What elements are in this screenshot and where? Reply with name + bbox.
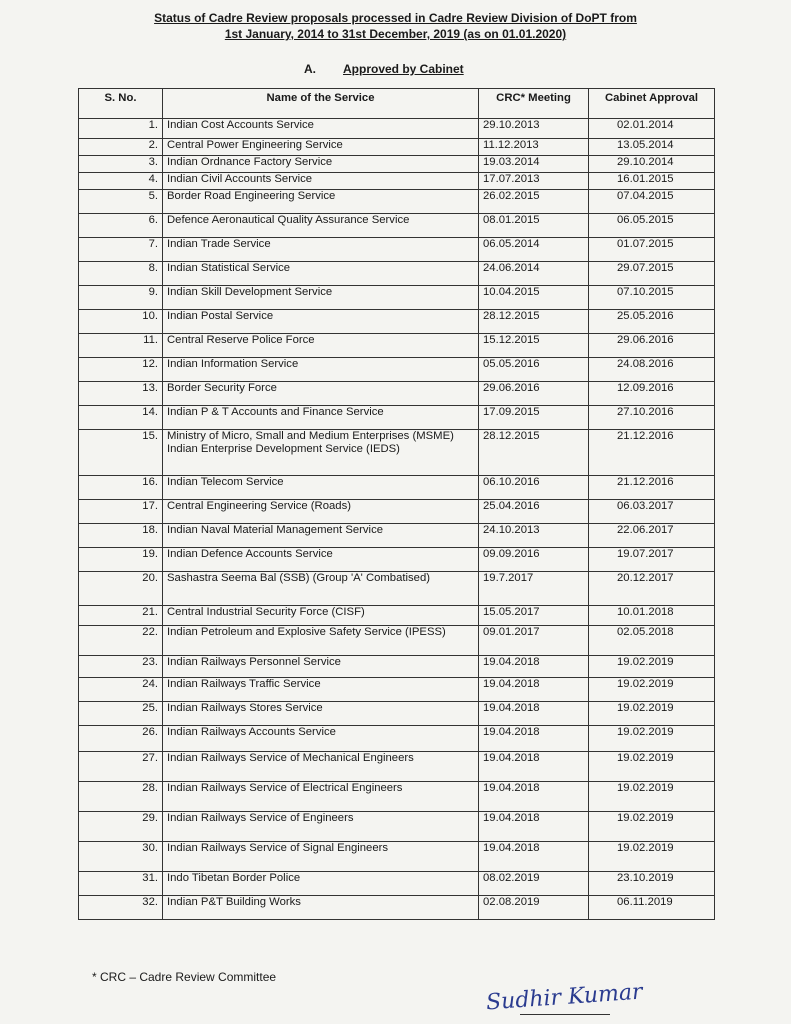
cabinet-approval-cell: 10.01.2018 <box>589 606 715 626</box>
sno-cell: 13. <box>79 382 163 406</box>
title-line-2: 1st January, 2014 to 31st December, 2019 (as on 01.01.2020) <box>224 27 567 41</box>
table-row <box>79 572 715 606</box>
table-row <box>79 812 715 842</box>
cabinet-approval-cell: 19.02.2019 <box>589 702 715 726</box>
service-name-cell: Indian Railways Traffic Service <box>163 678 479 702</box>
service-name-cell: Indian Petroleum and Explosive Safety Service (IPESS) <box>163 626 479 656</box>
sno-cell: 27. <box>79 752 163 782</box>
service-name-cell: Central Power Engineering Service <box>163 139 479 156</box>
cabinet-approval-cell: 21.12.2016 <box>589 476 715 500</box>
table-row <box>79 896 715 920</box>
cabinet-approval-cell: 07.04.2015 <box>589 190 715 214</box>
crc-meeting-cell: 15.05.2017 <box>479 606 589 626</box>
cadre-review-table <box>78 88 715 920</box>
service-name-cell: Indian Statistical Service <box>163 262 479 286</box>
service-name-cell: Indo Tibetan Border Police <box>163 872 479 896</box>
service-name-cell: Indian Telecom Service <box>163 476 479 500</box>
table-row <box>79 626 715 656</box>
sno-cell: 21. <box>79 606 163 626</box>
service-name-cell: Defence Aeronautical Quality Assurance Service <box>163 214 479 238</box>
table-row <box>79 430 715 476</box>
table-row <box>79 310 715 334</box>
crc-meeting-cell: 29.10.2013 <box>479 119 589 139</box>
table-row <box>79 678 715 702</box>
service-name-cell: Indian Railways Stores Service <box>163 702 479 726</box>
table-row <box>79 548 715 572</box>
crc-meeting-cell: 26.02.2015 <box>479 190 589 214</box>
signature: Sudhir Kumar <box>485 979 644 1016</box>
crc-meeting-cell: 08.01.2015 <box>479 214 589 238</box>
service-name-cell: Sashastra Seema Bal (SSB) (Group 'A' Combatised) <box>163 572 479 606</box>
crc-meeting-cell: 10.04.2015 <box>479 286 589 310</box>
sno-cell: 24. <box>79 678 163 702</box>
table-header-row <box>79 89 715 119</box>
crc-meeting-cell: 19.04.2018 <box>479 812 589 842</box>
section-label: Approved by Cabinet <box>343 62 464 76</box>
crc-meeting-cell: 08.02.2019 <box>479 872 589 896</box>
cabinet-approval-cell: 12.09.2016 <box>589 382 715 406</box>
cabinet-approval-cell: 06.05.2015 <box>589 214 715 238</box>
column-header-sno: S. No. <box>79 89 163 119</box>
cabinet-approval-cell: 25.05.2016 <box>589 310 715 334</box>
table-row <box>79 606 715 626</box>
cabinet-approval-cell: 27.10.2016 <box>589 406 715 430</box>
table-row <box>79 358 715 382</box>
table-row <box>79 406 715 430</box>
crc-meeting-cell: 17.07.2013 <box>479 173 589 190</box>
sno-cell: 18. <box>79 524 163 548</box>
crc-meeting-cell: 19.7.2017 <box>479 572 589 606</box>
cabinet-approval-cell: 13.05.2014 <box>589 139 715 156</box>
column-header-service: Name of the Service <box>163 89 479 119</box>
sno-cell: 26. <box>79 726 163 752</box>
crc-meeting-cell: 24.10.2013 <box>479 524 589 548</box>
cabinet-approval-cell: 16.01.2015 <box>589 173 715 190</box>
crc-meeting-cell: 11.12.2013 <box>479 139 589 156</box>
crc-meeting-cell: 06.05.2014 <box>479 238 589 262</box>
sno-cell: 7. <box>79 238 163 262</box>
table-row <box>79 262 715 286</box>
service-name-cell: Indian P & T Accounts and Finance Service <box>163 406 479 430</box>
crc-meeting-cell: 09.01.2017 <box>479 626 589 656</box>
cabinet-approval-cell: 29.07.2015 <box>589 262 715 286</box>
service-name-cell: Indian Railways Service of Mechanical Engineers <box>163 752 479 782</box>
service-name-cell: Indian Skill Development Service <box>163 286 479 310</box>
sno-cell: 19. <box>79 548 163 572</box>
sno-cell: 32. <box>79 896 163 920</box>
sno-cell: 2. <box>79 139 163 156</box>
table-row <box>79 334 715 358</box>
footnote: * CRC – Cadre Review Committee <box>92 970 277 984</box>
crc-meeting-cell: 19.03.2014 <box>479 156 589 173</box>
column-header-crc-meeting: CRC* Meeting <box>479 89 589 119</box>
table-row <box>79 500 715 524</box>
sno-cell: 12. <box>79 358 163 382</box>
crc-meeting-cell: 05.05.2016 <box>479 358 589 382</box>
cabinet-approval-cell: 19.02.2019 <box>589 678 715 702</box>
section-letter: A. <box>304 62 316 76</box>
service-name-cell: Indian Trade Service <box>163 238 479 262</box>
sno-cell: 23. <box>79 656 163 678</box>
sno-cell: 20. <box>79 572 163 606</box>
service-name-cell: Indian Cost Accounts Service <box>163 119 479 139</box>
sno-cell: 4. <box>79 173 163 190</box>
crc-meeting-cell: 17.09.2015 <box>479 406 589 430</box>
crc-meeting-cell: 19.04.2018 <box>479 726 589 752</box>
sno-cell: 16. <box>79 476 163 500</box>
crc-meeting-cell: 28.12.2015 <box>479 310 589 334</box>
service-name-cell: Indian Railways Service of Engineers <box>163 812 479 842</box>
sno-cell: 31. <box>79 872 163 896</box>
cabinet-approval-cell: 29.06.2016 <box>589 334 715 358</box>
crc-meeting-cell: 19.04.2018 <box>479 782 589 812</box>
table-row <box>79 382 715 406</box>
crc-meeting-cell: 25.04.2016 <box>479 500 589 524</box>
table-row <box>79 119 715 139</box>
service-name-cell: Border Security Force <box>163 382 479 406</box>
signature-line <box>520 1014 610 1015</box>
sno-cell: 22. <box>79 626 163 656</box>
service-name-cell: Ministry of Micro, Small and Medium Enterprises (MSME) Indian Enterprise Development Service (IEDS) <box>163 430 479 476</box>
crc-meeting-cell: 19.04.2018 <box>479 678 589 702</box>
cabinet-approval-cell: 20.12.2017 <box>589 572 715 606</box>
crc-meeting-cell: 02.08.2019 <box>479 896 589 920</box>
sno-cell: 10. <box>79 310 163 334</box>
table-row <box>79 872 715 896</box>
cabinet-approval-cell: 19.02.2019 <box>589 656 715 678</box>
page-title <box>0 10 791 42</box>
crc-meeting-cell: 19.04.2018 <box>479 752 589 782</box>
table-row <box>79 524 715 548</box>
sno-cell: 17. <box>79 500 163 524</box>
cabinet-approval-cell: 07.10.2015 <box>589 286 715 310</box>
table-row <box>79 842 715 872</box>
table-row <box>79 656 715 678</box>
service-name-cell: Indian Ordnance Factory Service <box>163 156 479 173</box>
table-row <box>79 156 715 173</box>
column-header-cabinet-approval: Cabinet Approval <box>589 89 715 119</box>
service-name-cell: Indian Railways Service of Signal Engineers <box>163 842 479 872</box>
table-row <box>79 476 715 500</box>
sno-cell: 8. <box>79 262 163 286</box>
service-name-cell: Indian Railways Personnel Service <box>163 656 479 678</box>
sno-cell: 5. <box>79 190 163 214</box>
table-row <box>79 238 715 262</box>
sno-cell: 9. <box>79 286 163 310</box>
cabinet-approval-cell: 02.05.2018 <box>589 626 715 656</box>
cabinet-approval-cell: 23.10.2019 <box>589 872 715 896</box>
table-row <box>79 139 715 156</box>
cabinet-approval-cell: 06.11.2019 <box>589 896 715 920</box>
cabinet-approval-cell: 19.02.2019 <box>589 812 715 842</box>
service-name-cell: Indian Naval Material Management Service <box>163 524 479 548</box>
sno-cell: 14. <box>79 406 163 430</box>
cabinet-approval-cell: 19.02.2019 <box>589 842 715 872</box>
crc-meeting-cell: 15.12.2015 <box>479 334 589 358</box>
table-row <box>79 702 715 726</box>
table-row <box>79 726 715 752</box>
table-row <box>79 173 715 190</box>
sno-cell: 15. <box>79 430 163 476</box>
cabinet-approval-cell: 22.06.2017 <box>589 524 715 548</box>
cabinet-approval-cell: 19.02.2019 <box>589 726 715 752</box>
service-name-cell: Indian Postal Service <box>163 310 479 334</box>
crc-meeting-cell: 24.06.2014 <box>479 262 589 286</box>
service-name-cell: Indian Railways Accounts Service <box>163 726 479 752</box>
service-name-cell: Indian P&T Building Works <box>163 896 479 920</box>
service-name-cell: Central Engineering Service (Roads) <box>163 500 479 524</box>
sno-cell: 30. <box>79 842 163 872</box>
sno-cell: 1. <box>79 119 163 139</box>
service-name-cell: Indian Railways Service of Electrical Engineers <box>163 782 479 812</box>
table-row <box>79 214 715 238</box>
cabinet-approval-cell: 24.08.2016 <box>589 358 715 382</box>
service-name-cell: Indian Civil Accounts Service <box>163 173 479 190</box>
sno-cell: 25. <box>79 702 163 726</box>
crc-meeting-cell: 09.09.2016 <box>479 548 589 572</box>
table-row <box>79 782 715 812</box>
crc-meeting-cell: 29.06.2016 <box>479 382 589 406</box>
crc-meeting-cell: 19.04.2018 <box>479 842 589 872</box>
service-name-cell: Central Industrial Security Force (CISF) <box>163 606 479 626</box>
title-line-1: Status of Cadre Review proposals processed in Cadre Review Division of DoPT from <box>154 11 637 25</box>
sno-cell: 11. <box>79 334 163 358</box>
cabinet-approval-cell: 19.07.2017 <box>589 548 715 572</box>
cabinet-approval-cell: 01.07.2015 <box>589 238 715 262</box>
table-row <box>79 190 715 214</box>
cabinet-approval-cell: 29.10.2014 <box>589 156 715 173</box>
sno-cell: 29. <box>79 812 163 842</box>
cabinet-approval-cell: 06.03.2017 <box>589 500 715 524</box>
crc-meeting-cell: 06.10.2016 <box>479 476 589 500</box>
cabinet-approval-cell: 19.02.2019 <box>589 782 715 812</box>
service-name-cell: Indian Information Service <box>163 358 479 382</box>
crc-meeting-cell: 19.04.2018 <box>479 702 589 726</box>
service-name-cell: Indian Defence Accounts Service <box>163 548 479 572</box>
crc-meeting-cell: 19.04.2018 <box>479 656 589 678</box>
table-row <box>79 752 715 782</box>
cabinet-approval-cell: 02.01.2014 <box>589 119 715 139</box>
service-name-cell: Central Reserve Police Force <box>163 334 479 358</box>
service-name-cell: Border Road Engineering Service <box>163 190 479 214</box>
sno-cell: 28. <box>79 782 163 812</box>
cabinet-approval-cell: 21.12.2016 <box>589 430 715 476</box>
table-row <box>79 286 715 310</box>
sno-cell: 6. <box>79 214 163 238</box>
sno-cell: 3. <box>79 156 163 173</box>
cabinet-approval-cell: 19.02.2019 <box>589 752 715 782</box>
crc-meeting-cell: 28.12.2015 <box>479 430 589 476</box>
